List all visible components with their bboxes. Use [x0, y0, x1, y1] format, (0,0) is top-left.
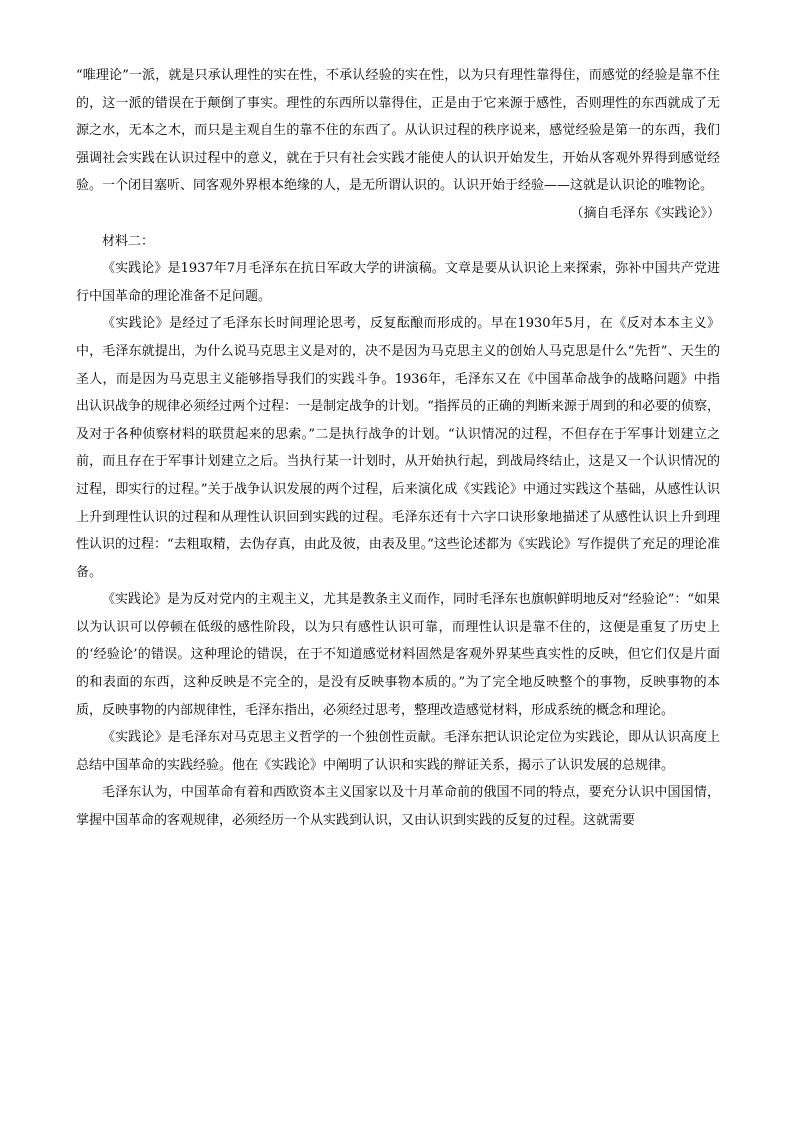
paragraph-original-contribution: 《实践论》是毛泽东对马克思主义哲学的一个独创性贡献。毛泽东把认识论定位为实践论，即从认识高度上总结中国革命的实践经验。他在《实践论》中阐明了认识和实践的辩证关系，揭示了认识发展的总规律。: [76, 730, 720, 773]
source-citation: （摘自毛泽东《实践论》）: [570, 205, 720, 221]
section-label-material-two: 材料二：: [102, 233, 155, 249]
document-page: [76, 62, 720, 835]
paragraph-theory-preparation: 《实践论》是经过了毛泽东长时间理论思考，反复酝酿而形成的。早在1930年5月，在《反对本本主义》中，毛泽东就提出，为什么说马克思主义是对的，决不是因为马克思主义的创始人马克思是什么“先哲”、天生的圣人，而是因为马克思主义能够指导我们的实践斗争。1936年，毛泽东又在《中国革命战争的战略问题》中指出认识战争的规律必须经过两个过程：一是制定战争的计划。“指挥员的正确的判断来源于周到的和必要的侦察，及对于各种侦察材料的联贯起来的思索。”二是执行战争的计划。“认识情况的过程，不但存在于军事计划建立之前，而且存在于军事计划建立之后。当执行某一计划时，从开始执行起，到战局终结止，这是又一个认识情况的过程，即实行的过程。”关于战争认识发展的两个过程，后来演化成《实践论》中通过实践这个基础，从感性认识上升到理性认识的过程和从理性认识回到实践的过程。毛泽东还有十六字口诀形象地描述了从感性认识上升到理性认识的过程：“去粗取精，去伪存真，由此及彼，由表及里。”这些论述都为《实践论》写作提供了充足的理论准备。: [76, 316, 720, 580]
paragraph-practice-origin: 《实践论》是1937年7月毛泽东在抗日军政大学的讲演稿。文章是要从认识论上来探索，弥补中国共产党进行中国革命的理论准备不足问题。: [76, 261, 720, 304]
paragraph-against-subjectivism: 《实践论》是为反对党内的主观主义，尤其是教条主义而作，同时毛泽东也旗帜鲜明地反对“经验论”：“如果以为认识可以停顿在低级的感性阶段，以为只有感性认识可靠，而理性认识是靠不住的，这便是重复了历史上的‘经验论’的错误。这种理论的错误，在于不知道感觉材料固然是客观外界某些真实性的反映，但它们仅是片面的和表面的东西，这种反映是不完全的，是没有反映事物本质的。”为了完全地反映整个的事物，反映事物的本质，反映事物的内部规律性，毛泽东指出，必须经过思考，整理改造感觉材料，形成系统的概念和理论。: [76, 592, 720, 718]
paragraph-chinese-revolution: 毛泽东认为，中国革命有着和西欧资本主义国家以及十月革命前的俄国不同的特点，要充分认识中国国情，掌握中国革命的客观规律，必须经历一个从实践到认识，又由认识到实践的反复的过程。这就需要: [76, 785, 720, 829]
paragraph-empiricism-rationalism: “唯理论”一派，就是只承认理性的实在性，不承认经验的实在性，以为只有理性靠得住，而感觉的经验是靠不住的，这一派的错误在于颠倒了事实。理性的东西所以靠得住，正是由于它来源于感性，否则理性的东西就成了无源之水，无本之木，而只是主观自生的靠不住的东西了。从认识过程的秩序说来，感觉经验是第一的东西，我们强调社会实践在认识过程中的意义，就在于只有社会实践才能使人的认识开始发生，开始从客观外界得到感觉经验。一个闭目塞听、同客观外界根本绝缘的人，是无所谓认识的。认识开始于经验——这就是认识论的唯物论。: [76, 68, 720, 194]
